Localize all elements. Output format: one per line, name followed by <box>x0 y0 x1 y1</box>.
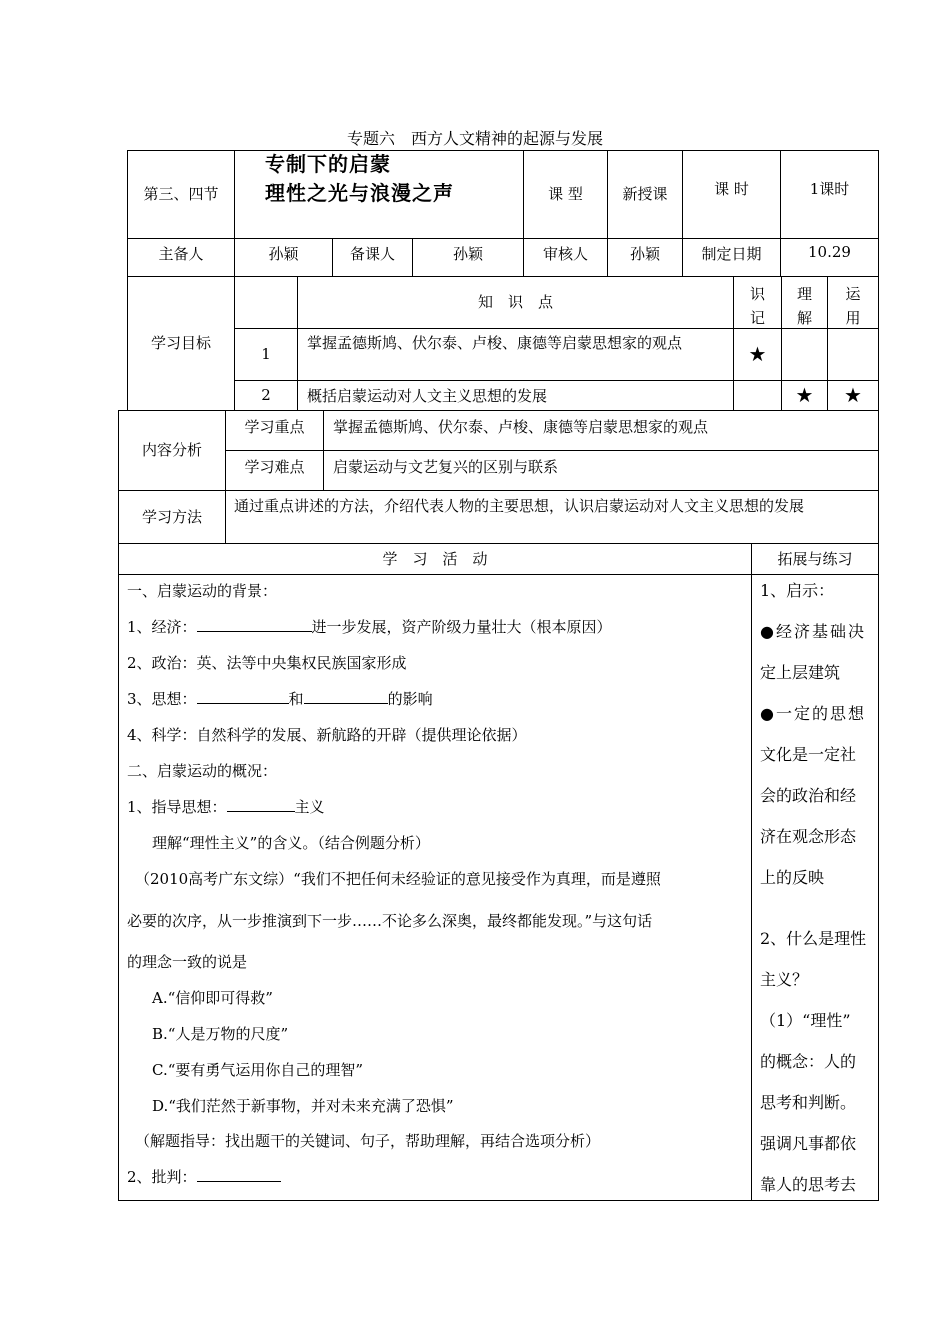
understand-column-header <box>782 282 827 330</box>
prep-label: 备课人 <box>349 245 395 263</box>
prep-value: 孙颖 <box>452 245 483 263</box>
option-a: A.“信仰即可得救” <box>152 989 273 1007</box>
activities-heading: 学 习 活 动 <box>382 549 488 568</box>
type-value: 新授课 <box>622 185 668 204</box>
recognize-header-char2: 记 <box>749 309 765 327</box>
lesson-title-line1: 专制下的启蒙 <box>265 152 391 176</box>
activity-line: （2010高考广东文综）“我们不把任何未经验证的意见接受作为真理，而是遵照 <box>135 870 661 888</box>
practice-line: 会的政治和经 <box>760 786 857 805</box>
activity-line-text: 3、思想： <box>127 690 197 708</box>
objective-text: 掌握孟德斯鸠、伏尔泰、卢梭、康德等启蒙思想家的观点 <box>307 334 683 352</box>
method-label: 学习方法 <box>141 507 202 526</box>
practice-line: 文化是一定社 <box>760 745 857 764</box>
practice-line: 主义？ <box>760 970 809 989</box>
method-value: 通过重点讲述的方法，介绍代表人物的主要思想，认识启蒙运动对人文主义思想的发展 <box>234 497 805 515</box>
practice-line: （1）“理性” <box>760 1011 851 1030</box>
activity-line <box>127 796 325 817</box>
practice-line: 的概念：人的 <box>760 1052 857 1071</box>
objective-number: 2 <box>261 386 271 405</box>
practice-line: 1、启示： <box>760 581 835 600</box>
practice-column <box>760 570 872 1205</box>
objective-text: 概括启蒙运动对人文主义思想的发展 <box>307 387 548 405</box>
review-value: 孙颖 <box>629 245 660 263</box>
practice-line: 强调凡事都依 <box>760 1134 857 1153</box>
activity-line: 必要的次序，从一步推演到下一步……不论多么深奥，最终都能发现。”与这句话 <box>127 912 653 930</box>
objectives-label: 学习目标 <box>150 334 211 353</box>
practice-line: 靠人的思考去 <box>760 1175 857 1194</box>
option-d: D.“我们茫然于新事物，并对未来充满了恐惧” <box>152 1097 454 1115</box>
recognize-header-char1: 识 <box>749 285 765 303</box>
date-label: 制定日期 <box>701 245 762 263</box>
practice-heading: 拓展与练习 <box>777 549 853 568</box>
practice-line: ●经济基础决 <box>760 622 866 641</box>
key-points-label: 学习重点 <box>244 418 305 436</box>
apply-header-char1: 运 <box>845 285 861 303</box>
apply-header-char2: 用 <box>845 309 861 327</box>
activity-line <box>127 616 612 637</box>
practice-line: 济在观念形态 <box>760 827 857 846</box>
activity-line-text: 主义 <box>294 798 325 816</box>
activity-line <box>127 1166 281 1187</box>
page-title: 专题六 西方人文精神的起源与发展 <box>346 129 603 148</box>
objective-apply-mark: ★ <box>844 383 862 407</box>
review-label: 审核人 <box>542 245 588 263</box>
activity-line-text: 进一步发展，资产阶级力量壮大（根本原因） <box>311 618 612 636</box>
activity-line-text: 和 <box>288 690 304 708</box>
activity-line-text: 1、经济： <box>127 618 197 636</box>
fill-blank <box>227 797 295 812</box>
objective-apply-mark <box>828 329 878 380</box>
lead-value: 孙颖 <box>268 245 299 263</box>
practice-line: 定上层建筑 <box>760 663 841 682</box>
fill-blank <box>304 689 388 704</box>
activity-line: 2、政治：英、法等中央集权民族国家形成 <box>127 654 407 672</box>
practice-line: 上的反映 <box>760 868 825 887</box>
fill-blank <box>197 689 289 704</box>
activity-line: 4、科学：自然科学的发展、新航路的开辟（提供理论依据） <box>127 726 527 744</box>
lead-label: 主备人 <box>158 245 204 263</box>
knowledge-column-header: 知 识 点 <box>477 293 553 312</box>
solution-hint: （解题指导：找出题干的关键词、句子，帮助理解，再结合选项分析） <box>135 1132 601 1150</box>
option-c: C.“要有勇气运用你自己的理智” <box>152 1061 364 1079</box>
recognize-column-header <box>734 282 781 330</box>
type-label: 课 型 <box>548 185 583 204</box>
objective-recognize-mark: ★ <box>748 342 767 366</box>
analysis-label: 内容分析 <box>141 441 202 460</box>
objective-understand-mark: ★ <box>795 383 814 407</box>
practice-line: ●一定的思想 <box>760 704 866 723</box>
activity-line-text: 的影响 <box>387 690 433 708</box>
objective-number: 1 <box>261 345 271 364</box>
activity-line-text: 1、指导思想： <box>127 798 227 816</box>
lesson-title <box>265 150 523 208</box>
date-value: 10.29 <box>808 243 851 261</box>
difficulty-label: 学习难点 <box>244 458 305 476</box>
activity-line-text: 2、批判： <box>127 1168 197 1186</box>
objective-recognize-mark <box>734 381 781 410</box>
activity-line: 的理念一致的说是 <box>127 953 248 971</box>
activity-line: 一、启蒙运动的背景： <box>127 582 278 600</box>
option-b: B.“人是万物的尺度” <box>152 1025 289 1043</box>
key-points-value: 掌握孟德斯鸠、伏尔泰、卢梭、康德等启蒙思想家的观点 <box>333 418 709 436</box>
activity-line: 二、启蒙运动的概况： <box>127 762 278 780</box>
activity-line <box>127 688 433 709</box>
practice-line: 思考和判断。 <box>760 1093 857 1112</box>
hours-value: 1课时 <box>809 180 850 198</box>
objective-understand-mark <box>782 329 827 380</box>
fill-blank <box>197 1167 281 1182</box>
apply-column-header <box>828 282 878 330</box>
practice-line: 2、什么是理性 <box>760 929 867 948</box>
fill-blank <box>197 617 312 632</box>
practice-spacer <box>760 898 872 918</box>
lesson-title-line2: 理性之光与浪漫之声 <box>265 181 454 205</box>
difficulty-value: 启蒙运动与文艺复兴的区别与联系 <box>333 458 559 476</box>
understand-header-char2: 解 <box>796 309 812 327</box>
understand-header-char1: 理 <box>796 285 812 303</box>
hours-label: 课 时 <box>714 180 749 198</box>
section-label: 第三、四节 <box>143 185 219 204</box>
activity-line: 理解“理性主义”的含义。（结合例题分析） <box>152 834 430 852</box>
